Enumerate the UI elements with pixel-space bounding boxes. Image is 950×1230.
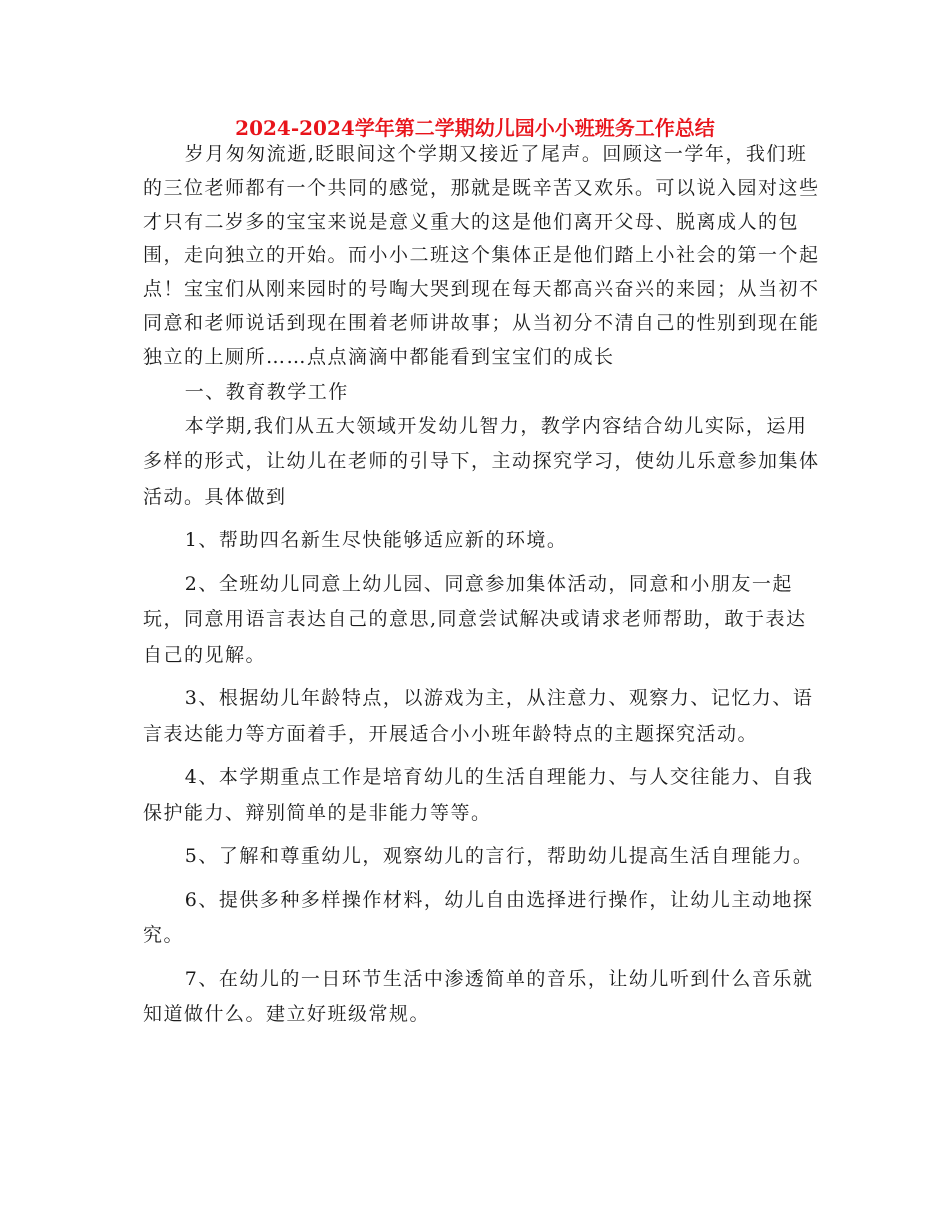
section-intro-paragraph: 本学期,我们从五大领域开发幼儿智力，教学内容结合幼儿实际，运用多样的形式，让幼儿在老师的引导下，主动探究学习，使幼儿乐意参加集体活动。具体做到 <box>143 414 820 508</box>
list-item: 5、了解和尊重幼儿，观察幼儿的言行，帮助幼儿提高生活自理能力。 <box>184 845 814 868</box>
list-item: 4、本学期重点工作是培育幼儿的生活自理能力、与人交往能力、自我保护能力、辩别简单的是非能力等等。 <box>143 766 814 824</box>
section-heading: 一、教育教学工作 <box>184 380 349 403</box>
document-body <box>143 138 823 1033</box>
document-title: 2024-2024学年第二学期幼儿园小小班班务工作总结 <box>235 116 715 140</box>
list-item: 3、根据幼儿年龄特点，以游戏为主，从注意力、观察力、记忆力、语言表达能力等方面着手，开展适合小小班年龄特点的主题探究活动。 <box>143 687 814 745</box>
intro-paragraph: 岁月匆匆流逝,眨眼间这个学期又接近了尾声。回顾这一学年，我们班的三位老师都有一个共同的感觉，那就是既辛苦又欢乐。可以说入园对这些才只有二岁多的宝宝来说是意义重大的这是他们离开父母、脱离成人的包围，走向独立的开始。而小小二班这个集体正是他们踏上小社会的第一个起点！宝宝们从刚来园时的号啕大哭到现在每天都高兴奋兴的来园；从当初不同意和老师说话到现在围着老师讲故事；从当初分不清自己的性别到现在能独立的上厕所……点点滴滴中都能看到宝宝们的成长 <box>143 143 820 368</box>
list-item: 2、全班幼儿同意上幼儿园、同意参加集体活动，同意和小朋友一起玩，同意用语言表达自己的意思,同意尝试解决或请求老师帮助，敢于表达自己的见解。 <box>143 572 807 666</box>
list-item: 6、提供多种多样操作材料，幼儿自由选择进行操作，让幼儿主动地探究。 <box>143 888 814 947</box>
list-item: 7、在幼儿的一日环节生活中渗透简单的音乐，让幼儿听到什么音乐就知道做什么。建立好班级常规。 <box>143 967 814 1026</box>
list-item: 1、帮助四名新生尽快能够适应新的环境。 <box>184 529 568 552</box>
